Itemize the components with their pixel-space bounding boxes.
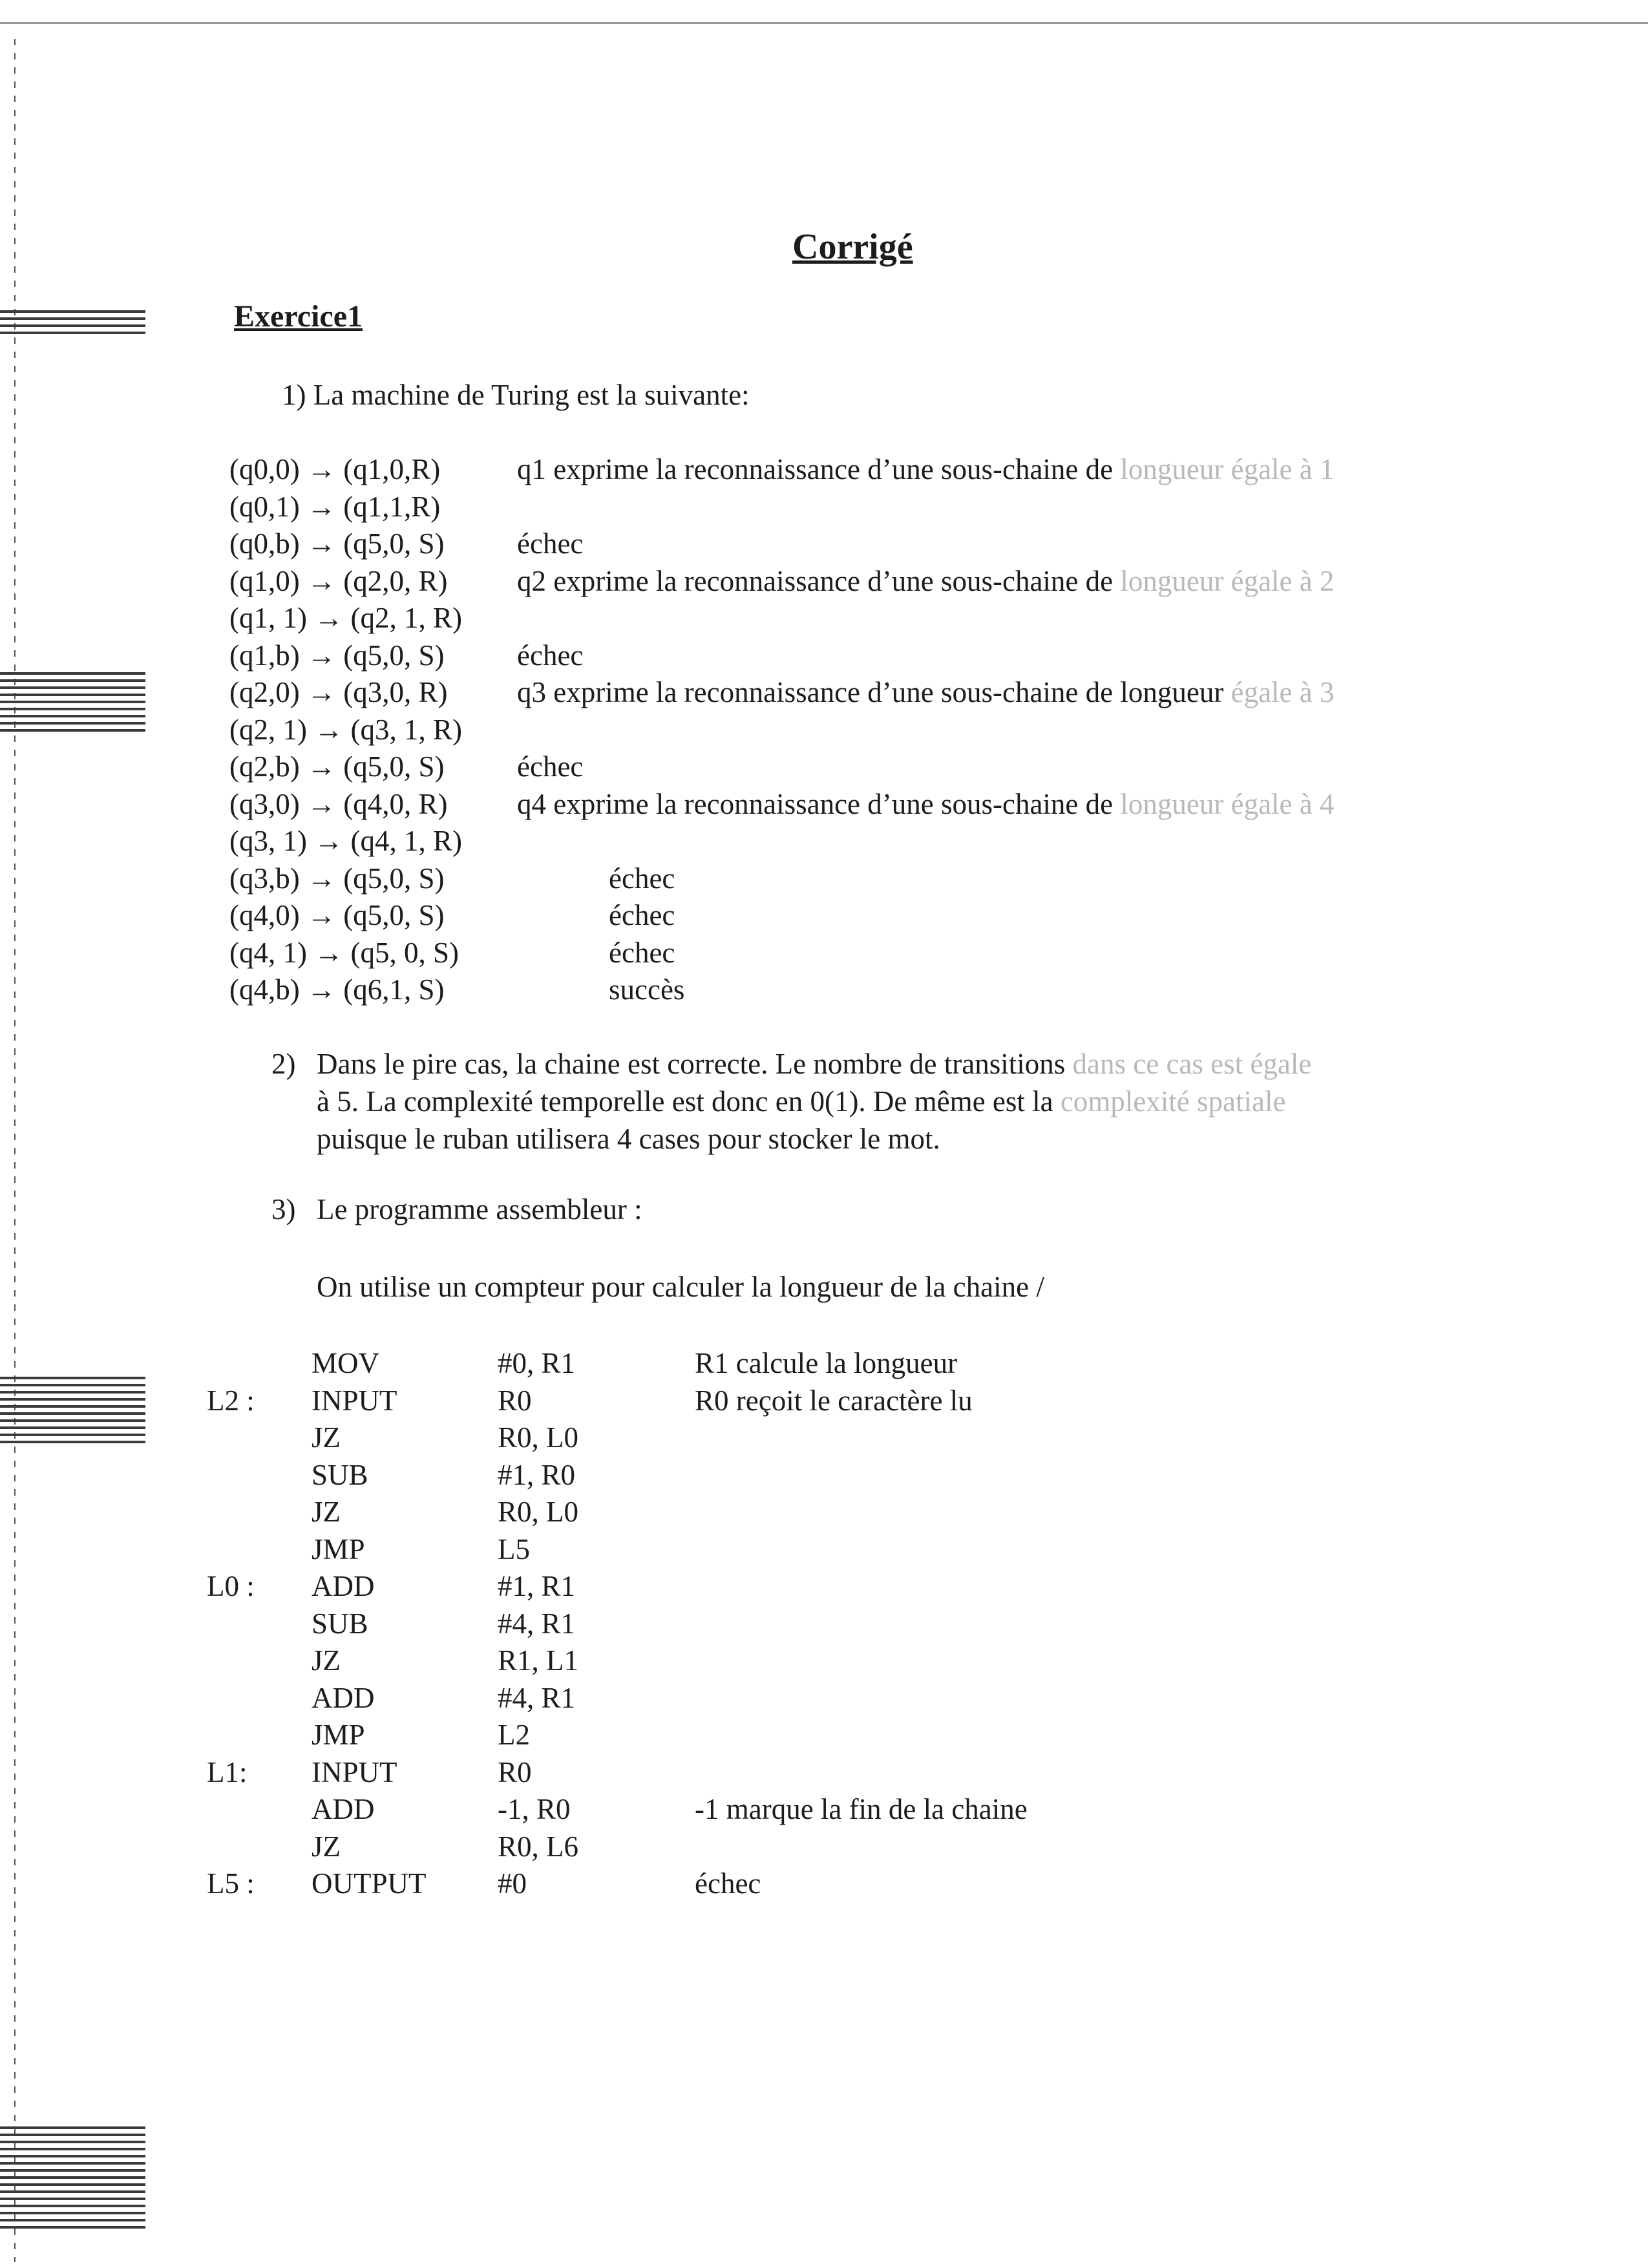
transition-rule: (q2,0) → (q3,0, R) [229,676,448,708]
transition-rule: (q1,0) → (q2,0, R) [229,564,448,597]
asm-operands: -1, R0 [498,1793,571,1825]
transition-rule: (q3,b) → (q5,0, S) [229,862,445,895]
q2-line-1: Dans le pire cas, la chaine est correcte. Le nombre de transitions dans ce cas est égale [317,1048,1312,1080]
asm-operands: #0 [498,1867,527,1900]
asm-opcode: ADD [312,1570,375,1602]
transition-note: q3 exprime la reconnaissance d’une sous-chaine de longueur égale à 3 [517,676,1335,708]
asm-opcode: SUB [312,1458,368,1491]
asm-opcode: JMP [312,1532,365,1565]
asm-operands: #1, R1 [498,1570,576,1602]
asm-label: L1: [207,1755,248,1788]
binder-marks-2 [0,672,145,736]
asm-operands: #0, R1 [498,1347,576,1379]
asm-opcode: JZ [312,1496,341,1528]
transition-rule: (q1, 1) → (q2, 1, R) [229,602,462,634]
binder-marks-4 [0,2126,145,2233]
binder-marks-3 [0,1377,145,1448]
q2-number: 2) [271,1048,296,1080]
asm-opcode: JMP [312,1719,365,1751]
asm-opcode: SUB [312,1607,368,1640]
transition-rule: (q3, 1) → (q4, 1, R) [229,825,462,857]
transition-rule: (q2, 1) → (q3, 1, R) [229,713,462,746]
binder-marks-1 [0,310,145,339]
exercise-heading: Exercice1 [234,299,363,334]
q3-intro: On utilise un compteur pour calculer la longueur de la chaine / [317,1271,1044,1303]
q2-line-3: puisque le ruban utilisera 4 cases pour stocker le mot. [317,1123,940,1155]
asm-opcode: ADD [312,1681,375,1714]
transition-rule: (q4,b) → (q6,1, S) [229,973,445,1006]
asm-opcode: INPUT [312,1755,397,1788]
transition-note: échec [609,899,675,931]
transition-note: échec [609,936,675,969]
asm-comment: R1 calcule la longueur [695,1347,958,1379]
asm-opcode: JZ [312,1830,341,1863]
asm-label: L2 : [207,1384,255,1417]
transition-note: q4 exprime la reconnaissance d’une sous-chaine de longueur égale à 4 [517,787,1335,820]
asm-label: L0 : [207,1570,255,1602]
asm-opcode: JZ [312,1644,341,1677]
q1-intro: 1) La machine de Turing est la suivante: [282,379,750,411]
asm-operands: R0 [498,1384,532,1417]
asm-operands: #4, R1 [498,1681,576,1714]
asm-comment: échec [695,1867,761,1900]
transition-rule: (q4, 1) → (q5, 0, S) [229,936,459,969]
asm-opcode: INPUT [312,1384,397,1417]
transition-note: succès [609,973,685,1006]
transition-rule: (q0,b) → (q5,0, S) [229,527,445,560]
q3-title: Le programme assembleur : [317,1193,642,1225]
transition-rule: (q0,1) → (q1,1,R) [229,490,441,523]
transition-note: échec [517,639,584,672]
asm-operands: R1, L1 [498,1644,579,1677]
asm-operands: R0, L6 [498,1830,579,1863]
asm-comment: -1 marque la fin de la chaine [695,1793,1028,1825]
transition-rule: (q1,b) → (q5,0, S) [229,639,445,672]
transition-rule: (q4,0) → (q5,0, S) [229,899,445,931]
q3-number: 3) [271,1193,296,1225]
transition-note: échec [609,862,675,895]
asm-operands: #4, R1 [498,1607,576,1640]
transition-rule: (q0,0) → (q1,0,R) [229,453,441,485]
transition-note: q2 exprime la reconnaissance d’une sous-chaine de longueur égale à 2 [517,564,1335,597]
asm-opcode: ADD [312,1793,375,1825]
asm-opcode: OUTPUT [312,1867,427,1900]
asm-label: L5 : [207,1867,255,1900]
page-title: Corrigé [792,227,913,267]
asm-operands: R0, L0 [498,1421,579,1454]
top-scan-line [0,22,1648,24]
q2-line-2: à 5. La complexité temporelle est donc en 0(1). De même est la complexité spatiale [317,1085,1286,1118]
asm-operands: L5 [498,1532,530,1565]
left-margin-perforation [14,39,16,2262]
transition-rule: (q2,b) → (q5,0, S) [229,750,445,783]
asm-opcode: JZ [312,1421,341,1454]
asm-opcode: MOV [312,1347,380,1379]
transition-note: q1 exprime la reconnaissance d’une sous-chaine de longueur égale à 1 [517,453,1335,485]
transition-rule: (q3,0) → (q4,0, R) [229,787,448,820]
asm-operands: R0, L0 [498,1496,579,1528]
transition-note: échec [517,527,584,560]
asm-operands: R0 [498,1755,532,1788]
asm-comment: R0 reçoit le caractère lu [695,1384,973,1417]
asm-operands: #1, R0 [498,1458,576,1491]
transition-note: échec [517,750,584,783]
asm-operands: L2 [498,1719,530,1751]
